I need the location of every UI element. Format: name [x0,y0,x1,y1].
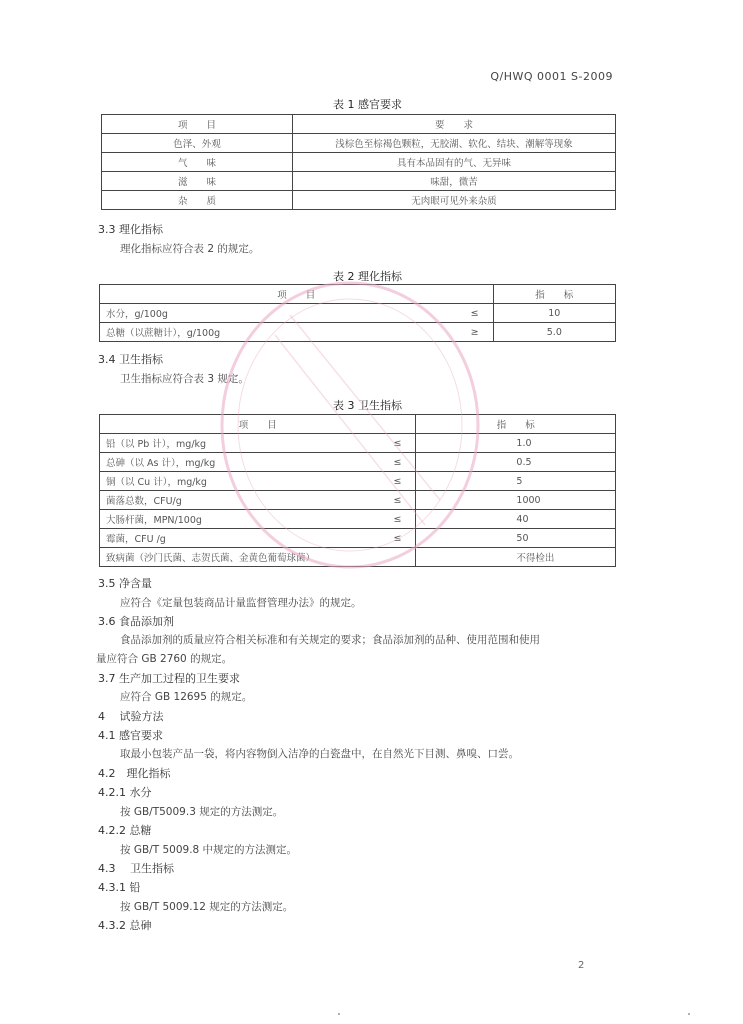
table-header-cell: 指 标 [493,285,615,304]
table-cell: 致病菌（沙门氏菌、志贺氏菌、金黄色葡萄球菌） [100,548,416,567]
table-cell: 总糖（以蔗糖计），g/100g [100,323,313,342]
section-text-3-6-line1: 食品添加剂的质量应符合相关标准和有关规定的要求；食品添加剂的品种、使用范围和使用 [120,634,540,646]
table-cell-symbol: ≤ [312,304,493,323]
table-cell: 具有本品固有的气、无异味 [293,153,616,172]
table-cell: 无肉眼可见外来杂质 [293,191,616,210]
table-cell: 10 [493,304,615,323]
section-heading-3-5: 3.5 净含量 [98,577,152,590]
section-heading-3-4: 3.4 卫生指标 [98,353,163,366]
table-row [102,153,616,172]
document-number: Q/HWQ 0001 S-2009 [490,70,613,83]
table-cell: 1.0 [416,434,616,453]
section-text-3-3: 理化指标应符合表 2 的规定。 [120,243,260,255]
section-heading-4-1: 4.1 感官要求 [98,729,163,742]
table-cell: 1000 [416,491,616,510]
table-header-cell: 项 目 [100,285,494,304]
table-cell: 5.0 [493,323,615,342]
company-seal-stamp [215,275,485,575]
section-heading-4-3: 4.3 卫生指标 [98,862,174,875]
table-cell-symbol: ≤ [312,510,416,529]
scan-speck [688,1013,690,1015]
section-text-4-1: 取最小包装产品一袋，将内容物倒入洁净的白瓷盘中，在自然光下目测、鼻嗅、口尝。 [120,748,519,760]
section-text-4-2-1: 按 GB/T5009.3 规定的方法测定。 [120,806,284,818]
table-cell-symbol: ≤ [312,491,416,510]
table-cell-symbol: ≤ [312,529,416,548]
table-cell: 菌落总数，CFU/g [100,491,313,510]
table-cell-symbol: ≤ [312,472,416,491]
table-cell: 滋 味 [102,172,293,191]
table-cell: 0.5 [416,453,616,472]
table-cell: 杂 质 [102,191,293,210]
table-header-cell: 项 目 [100,415,416,434]
table2-caption: 表 2 理化指标 [333,270,402,283]
table-header-cell: 要 求 [293,115,616,134]
table-cell: 40 [416,510,616,529]
table-cell: 浅棕色至棕褐色颗粒，无胶湖、软化、结块、潮解等现象 [293,134,616,153]
table-cell: 铅（以 Pb 计），mg/kg [100,434,313,453]
table-cell-symbol: ≤ [312,453,416,472]
section-text-3-6-line2: 量应符合 GB 2760 的规定。 [96,653,233,665]
section-text-4-2-2: 按 GB/T 5009.8 中规定的方法测定。 [120,844,298,856]
table-cell: 总砷（以 As 计），mg/kg [100,453,313,472]
table-cell-symbol: ≤ [312,434,416,453]
table-cell: 气 味 [102,153,293,172]
section-heading-3-6: 3.6 食品添加剂 [98,615,174,628]
table-cell: 不得检出 [416,548,616,567]
table-cell: 铜（以 Cu 计），mg/kg [100,472,313,491]
table-cell: 5 [416,472,616,491]
table-cell: 味甜，微苦 [293,172,616,191]
table-header-row [102,115,616,134]
section-heading-4-2-1: 4.2.1 水分 [98,786,152,799]
page-number: 2 [578,960,585,971]
table-cell: 50 [416,529,616,548]
table-row [102,191,616,210]
section-heading-3-7: 3.7 生产加工过程的卫生要求 [98,672,240,685]
table-cell: 水分，g/100g [100,304,313,323]
section-heading-3-3: 3.3 理化指标 [98,223,163,236]
table-row [102,172,616,191]
table3-caption: 表 3 卫生指标 [333,399,402,412]
table-cell: 霉菌，CFU /g [100,529,313,548]
section-heading-4-2-2: 4.2.2 总糖 [98,824,152,837]
section-heading-4-3-1: 4.3.1 铅 [98,881,141,894]
table-cell: 大肠杆菌，MPN/100g [100,510,313,529]
table-header-cell: 指 标 [416,415,616,434]
section-text-3-5: 应符合《定量包装商品计量监督管理办法》的规定。 [120,597,362,609]
table-cell-symbol: ≥ [312,323,493,342]
table-row [102,134,616,153]
section-heading-4: 4 试验方法 [98,710,164,723]
table1-sensory-requirements [101,114,616,210]
section-heading-4-2: 4.2 理化指标 [98,767,171,780]
scan-speck [338,1013,340,1015]
table1-caption: 表 1 感官要求 [333,98,402,111]
section-heading-4-3-2: 4.3.2 总砷 [98,919,152,932]
section-text-3-4: 卫生指标应符合表 3 规定。 [120,373,249,385]
section-text-4-3-1: 按 GB/T 5009.12 规定的方法测定。 [120,901,294,913]
table-header-cell: 项 目 [102,115,293,134]
table-cell: 色泽、外观 [102,134,293,153]
section-text-3-7: 应符合 GB 12695 的规定。 [120,691,253,703]
